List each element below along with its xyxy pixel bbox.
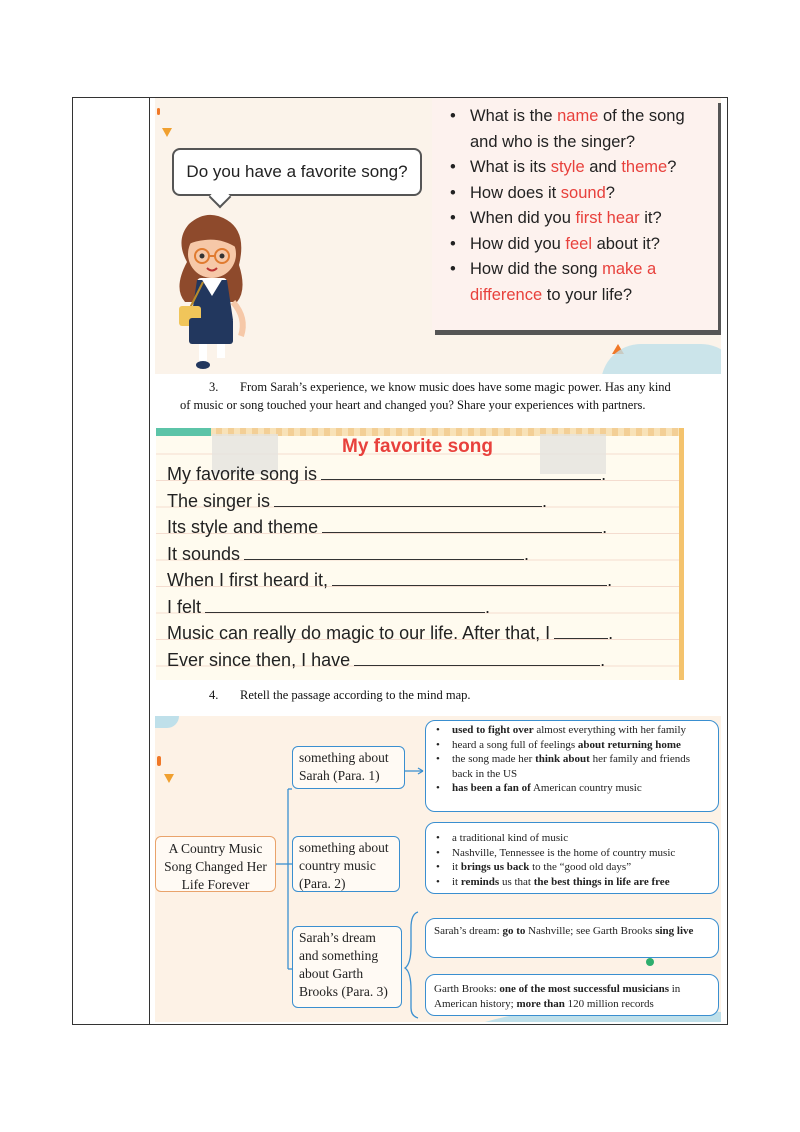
answer-blank[interactable]	[354, 647, 600, 666]
girl-illustration-icon	[167, 210, 257, 372]
detail-text: to the “good old days”	[529, 861, 632, 873]
question-text: What is its	[470, 158, 551, 176]
key-phrase: about returning home	[577, 738, 681, 751]
detail-text: heard a song full of feelings	[452, 738, 578, 751]
fill-in-line	[167, 647, 679, 674]
question-text: How does it	[470, 183, 561, 202]
detail-text: it	[452, 861, 461, 873]
favorite-song-title: My favorite song	[342, 436, 493, 457]
line-end: .	[485, 596, 491, 617]
answer-blank[interactable]	[274, 488, 542, 507]
fill-in-line	[167, 567, 679, 594]
key-phrase: one of the most successful musicians	[499, 983, 669, 995]
question-keyword: make a difference	[470, 260, 657, 304]
decor-triangle-icon	[162, 128, 172, 137]
fill-in-prompt: My favorite song is	[167, 464, 318, 484]
question-keyword: style	[550, 158, 585, 176]
key-phrase: brings us back	[460, 861, 530, 873]
line-end: .	[602, 517, 608, 537]
question-item	[446, 155, 708, 181]
question-text: How did you	[470, 234, 566, 253]
detail-item	[434, 752, 710, 781]
detail-text: Sarah’s dream:	[434, 925, 503, 937]
detail-country-list	[434, 831, 710, 889]
dream-text	[434, 924, 710, 939]
task4-text: Retell the passage according to the mind map.	[240, 688, 471, 702]
detail-text: her family and friends back in the US	[452, 753, 691, 780]
detail-country-music	[425, 822, 719, 894]
detail-item	[434, 831, 710, 846]
key-phrase: think about	[535, 753, 590, 765]
question-text: of the song and who is the singer?	[470, 107, 685, 151]
favorite-song-lines	[167, 461, 679, 673]
fill-in-line	[167, 541, 679, 568]
decor-dot-icon	[157, 108, 160, 115]
fill-in-prompt: Ever since then, I have	[167, 649, 351, 670]
detail-text: Nashville; see Garth Brooks	[525, 925, 656, 937]
question-item	[446, 206, 708, 232]
line-end: .	[524, 543, 530, 564]
question-keyword: feel	[565, 234, 592, 253]
detail-text: 120 million records	[564, 997, 654, 1010]
fill-in-prompt: The singer is	[167, 490, 271, 511]
fill-in-line	[167, 620, 679, 647]
key-phrase: has been a fan of	[452, 782, 531, 794]
detail-item	[434, 860, 710, 875]
question-item	[446, 257, 708, 308]
line-end: .	[608, 623, 614, 643]
line-end: .	[600, 649, 606, 670]
branch-sarah: something about Sarah (Para. 1)	[292, 746, 405, 789]
fill-in-prompt: Music can really do magic to our life. After that, I	[167, 623, 551, 643]
detail-text: Garth Brooks:	[434, 983, 500, 995]
question-item	[446, 232, 708, 258]
detail-item	[434, 738, 710, 753]
detail-text: the song made her	[452, 753, 536, 765]
question-text: to your life?	[542, 285, 633, 304]
question-text: When did you	[470, 209, 576, 227]
song-questions-panel	[155, 98, 721, 374]
task4-number: 4.	[209, 688, 219, 702]
question-keyword: first hear	[575, 209, 640, 227]
detail-text: in American history;	[434, 983, 681, 1010]
question-text: and	[584, 158, 622, 176]
question-text: What is the	[470, 107, 558, 125]
key-phrase: reminds	[460, 875, 500, 888]
detail-text: almost everything with her family	[533, 724, 687, 736]
question-keyword: sound	[560, 183, 606, 202]
key-phrase: more than	[516, 997, 565, 1010]
detail-item	[434, 781, 710, 796]
detail-dream	[425, 918, 719, 958]
fill-in-line	[167, 594, 679, 621]
question-text: about it?	[592, 234, 660, 253]
branch-dream-garth: Sarah’s dream and something about Garth Brooks (Para. 3)	[292, 926, 402, 1008]
fill-in-prompt: Its style and theme	[167, 517, 319, 537]
line-end: .	[601, 464, 607, 484]
question-text: ?	[667, 158, 677, 176]
detail-sarah-list	[434, 723, 710, 796]
answer-blank[interactable]	[322, 514, 602, 533]
task3-number: 3.	[209, 380, 219, 394]
key-phrase: sing live	[655, 925, 694, 937]
question-list	[432, 98, 718, 308]
panel-top-accent	[156, 428, 211, 436]
mind-map-root: A Country Music Song Changed Her Life Forever	[155, 836, 276, 892]
garth-text	[434, 982, 710, 1011]
answer-blank[interactable]	[554, 620, 608, 639]
answer-blank[interactable]	[321, 461, 601, 480]
task3-line1: From Sarah’s experience, we know music does have some magic power. Has any kind	[240, 380, 671, 394]
answer-blank[interactable]	[244, 541, 524, 560]
detail-text: a traditional kind of music	[452, 832, 569, 844]
question-card	[432, 98, 718, 330]
question-item	[446, 104, 708, 155]
fill-in-line	[167, 514, 679, 541]
detail-sarah	[425, 720, 719, 812]
answer-blank[interactable]	[205, 594, 485, 613]
detail-item	[434, 723, 710, 738]
fill-in-prompt: It sounds	[167, 543, 241, 564]
key-phrase: the best things in life are free	[533, 875, 670, 888]
column-divider	[149, 98, 150, 1024]
key-phrase: used to fight over	[452, 724, 534, 736]
answer-blank[interactable]	[332, 567, 607, 586]
detail-text: Nashville, Tennessee is the home of country music	[452, 846, 676, 859]
detail-item	[434, 875, 710, 890]
fill-in-prompt: I felt	[167, 596, 202, 617]
fill-in-prompt: When I first heard it,	[167, 570, 329, 590]
detail-item	[434, 846, 710, 861]
detail-text: it	[452, 875, 461, 888]
mind-map-panel	[155, 716, 721, 1022]
key-phrase: go to	[502, 925, 526, 937]
detail-garth	[425, 974, 719, 1016]
question-keyword: theme	[621, 158, 668, 176]
task3-line2: of music or song touched your heart and changed you? Share your experiences with partners.	[180, 398, 646, 412]
question-text: it?	[639, 209, 662, 227]
fill-in-line	[167, 461, 679, 488]
detail-text: us that	[499, 875, 534, 888]
question-keyword: name	[557, 107, 599, 125]
question-text: ?	[605, 183, 615, 202]
speech-bubble: Do you have a favorite song?	[172, 148, 422, 196]
line-end: .	[542, 490, 548, 511]
branch-country-music: something about country music (Para. 2)	[292, 836, 400, 892]
fill-in-line	[167, 488, 679, 515]
line-end: .	[607, 570, 613, 590]
question-item	[446, 181, 708, 207]
question-text: How did the song	[470, 260, 603, 278]
detail-text: American country music	[530, 782, 642, 794]
favorite-song-panel	[156, 428, 684, 680]
